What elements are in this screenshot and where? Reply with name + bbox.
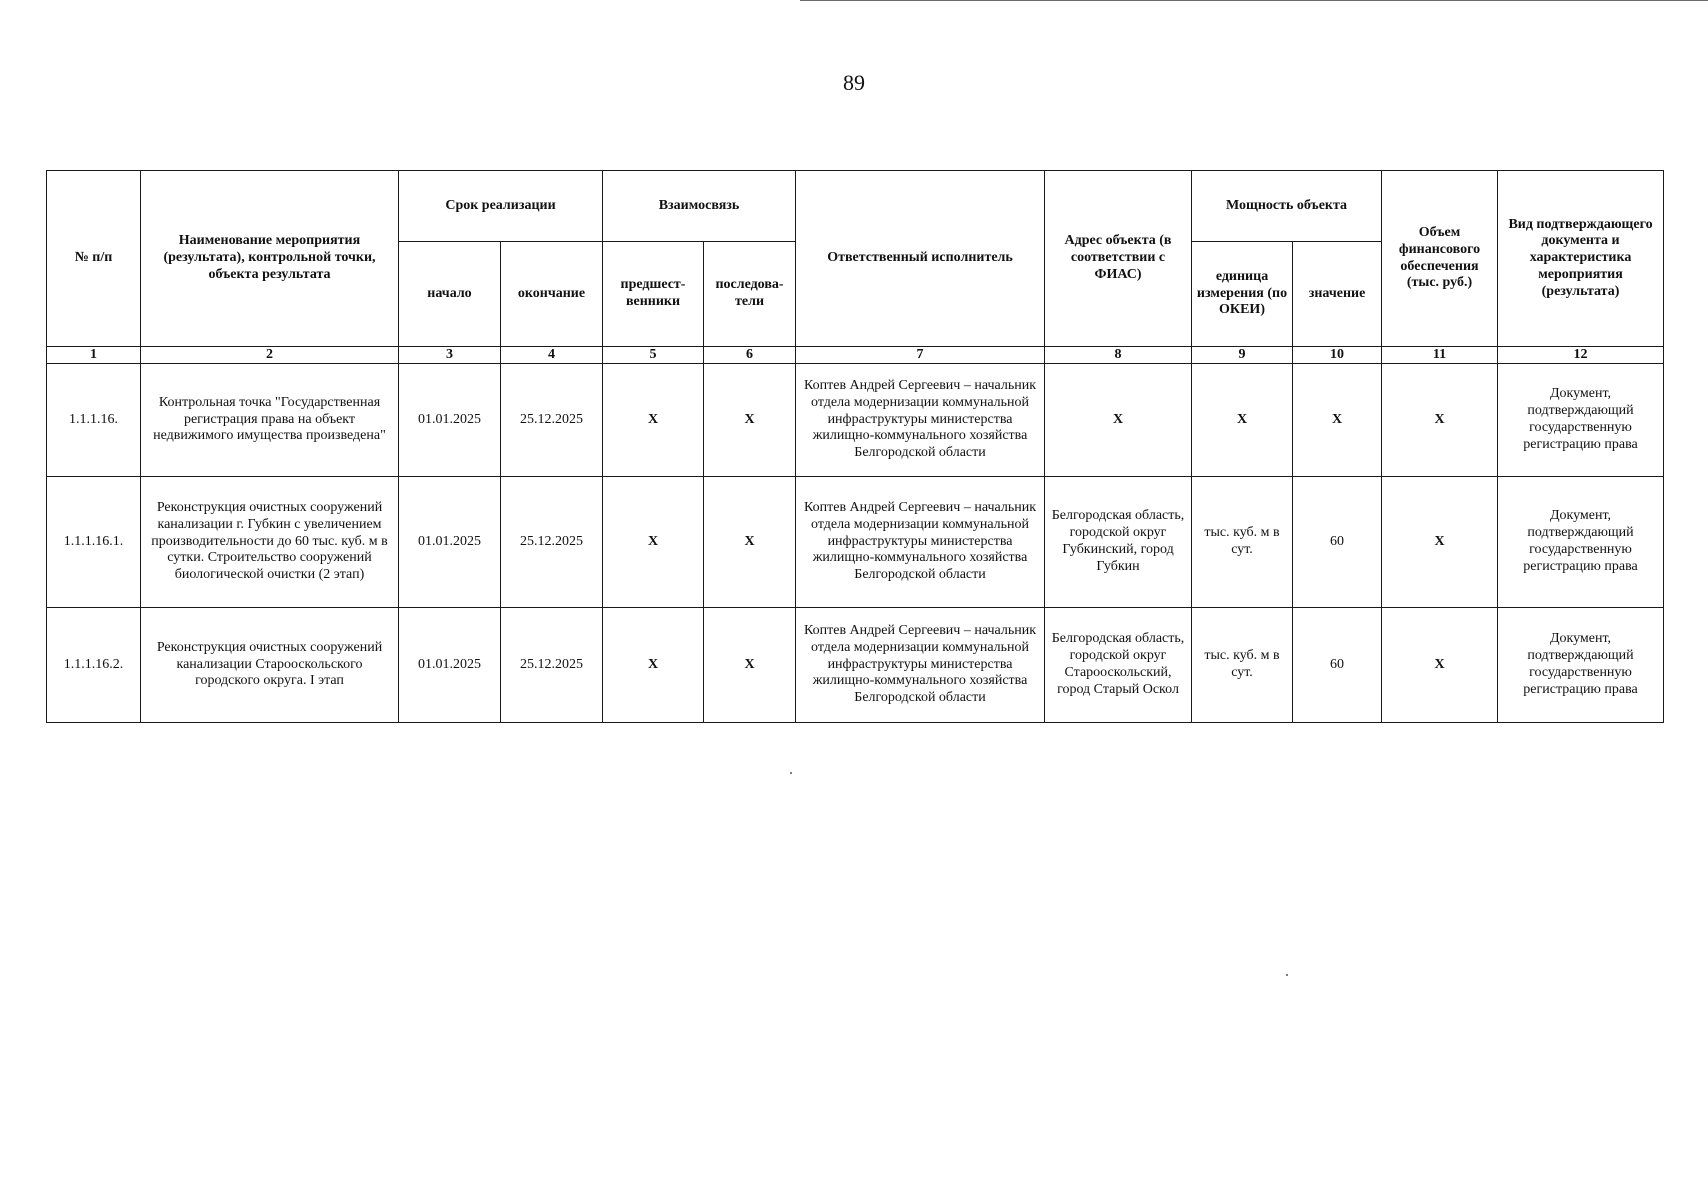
plan-table <box>46 170 1664 723</box>
row-finance: X <box>1382 477 1498 608</box>
header-value: значение <box>1293 242 1382 347</box>
column-number: 1 <box>47 347 141 364</box>
row-document: Документ, подтверждающий государственную регистрацию права <box>1498 608 1664 723</box>
row-successors: X <box>704 477 796 608</box>
column-number: 3 <box>399 347 501 364</box>
header-term-group: Срок реализации <box>399 171 603 242</box>
row-start-date: 01.01.2025 <box>399 608 501 723</box>
row-successors: X <box>704 364 796 477</box>
row-name: Реконструкция очистных сооружений канализации Старооскольского городского округа. I этап <box>141 608 399 723</box>
column-number: 6 <box>704 347 796 364</box>
header-predecessors: предшест-венники <box>603 242 704 347</box>
header-executor: Ответственный исполнитель <box>796 171 1045 347</box>
row-document: Документ, подтверждающий государственную регистрацию права <box>1498 477 1664 608</box>
header-link-group: Взаимосвязь <box>603 171 796 242</box>
row-predecessors: X <box>603 477 704 608</box>
row-finance: X <box>1382 608 1498 723</box>
top-border-line <box>800 0 1708 1</box>
column-number: 10 <box>1293 347 1382 364</box>
row-start-date: 01.01.2025 <box>399 364 501 477</box>
row-value: X <box>1293 364 1382 477</box>
row-number: 1.1.1.16. <box>47 364 141 477</box>
row-unit: тыс. куб. м в сут. <box>1192 477 1293 608</box>
row-document: Документ, подтверждающий государственную регистрацию права <box>1498 364 1664 477</box>
header-end: окончание <box>501 242 603 347</box>
row-unit: тыс. куб. м в сут. <box>1192 608 1293 723</box>
row-address: Белгородская область, городской округ Старооскольский, город Старый Оскол <box>1045 608 1192 723</box>
header-finance: Объем финансового обеспечения (тыс. руб.) <box>1382 171 1498 347</box>
row-address: Белгородская область, городской округ Губкинский, город Губкин <box>1045 477 1192 608</box>
row-value: 60 <box>1293 608 1382 723</box>
header-document: Вид подтверждающего документа и характеристика мероприятия (результата) <box>1498 171 1664 347</box>
row-name: Реконструкция очистных сооружений канализации г. Губкин с увеличением производительности до 60 тыс. куб. м в сутки. Строительство сооружений биологической очистки (2 этап) <box>141 477 399 608</box>
row-number: 1.1.1.16.2. <box>47 608 141 723</box>
row-executor: Коптев Андрей Сергеевич – начальник отдела модернизации коммунальной инфраструктуры министерства жилищно-коммунального хозяйства Белгородской области <box>796 608 1045 723</box>
header-num: № п/п <box>47 171 141 347</box>
header-address: Адрес объекта (в соответствии с ФИАС) <box>1045 171 1192 347</box>
row-executor: Коптев Андрей Сергеевич – начальник отдела модернизации коммунальной инфраструктуры министерства жилищно-коммунального хозяйства Белгородской области <box>796 364 1045 477</box>
table-row <box>47 608 1664 723</box>
table-row <box>47 477 1664 608</box>
row-address: X <box>1045 364 1192 477</box>
header-unit: единица измерения (по ОКЕИ) <box>1192 242 1293 347</box>
column-number: 2 <box>141 347 399 364</box>
row-successors: X <box>704 608 796 723</box>
row-end-date: 25.12.2025 <box>501 477 603 608</box>
row-end-date: 25.12.2025 <box>501 608 603 723</box>
column-number: 12 <box>1498 347 1664 364</box>
scan-speck <box>790 772 792 774</box>
row-executor: Коптев Андрей Сергеевич – начальник отдела модернизации коммунальной инфраструктуры министерства жилищно-коммунального хозяйства Белгородской области <box>796 477 1045 608</box>
header-successors: последова-тели <box>704 242 796 347</box>
header-name: Наименование мероприятия (результата), контрольной точки, объекта результата <box>141 171 399 347</box>
header-start: начало <box>399 242 501 347</box>
column-number: 4 <box>501 347 603 364</box>
row-name: Контрольная точка "Государственная регистрация права на объект недвижимого имущества произведена" <box>141 364 399 477</box>
row-unit: X <box>1192 364 1293 477</box>
header-power-group: Мощность объекта <box>1192 171 1382 242</box>
column-number: 5 <box>603 347 704 364</box>
column-number: 8 <box>1045 347 1192 364</box>
scan-speck <box>1286 974 1288 976</box>
table-row <box>47 364 1664 477</box>
row-start-date: 01.01.2025 <box>399 477 501 608</box>
column-number: 9 <box>1192 347 1293 364</box>
page-number: 89 <box>843 70 865 95</box>
row-number: 1.1.1.16.1. <box>47 477 141 608</box>
row-predecessors: X <box>603 608 704 723</box>
row-value: 60 <box>1293 477 1382 608</box>
row-finance: X <box>1382 364 1498 477</box>
row-end-date: 25.12.2025 <box>501 364 603 477</box>
column-number-row <box>47 347 1664 364</box>
column-number: 7 <box>796 347 1045 364</box>
row-predecessors: X <box>603 364 704 477</box>
column-number: 11 <box>1382 347 1498 364</box>
